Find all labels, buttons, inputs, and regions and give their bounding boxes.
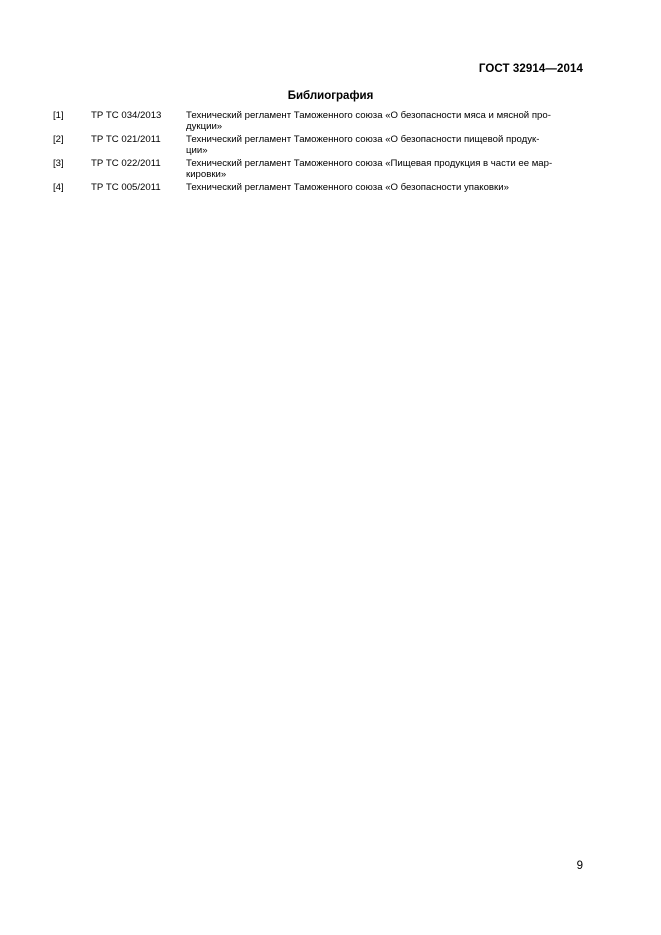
entry-number: [3] [53, 157, 64, 169]
bibliography-entry [53, 110, 583, 132]
entry-code: ТР ТС 034/2013 [91, 110, 162, 121]
entry-text [186, 110, 583, 132]
entry-text-line: кировки» [186, 169, 227, 181]
entry-code: ТР ТС 005/2011 [91, 181, 161, 193]
entry-text-line: дукции» [186, 121, 223, 133]
entry-number: [2] [53, 133, 64, 145]
entry-code: ТР ТС 022/2011 [91, 157, 161, 169]
bibliography-title: Библиография [287, 90, 374, 102]
entry-number: [4] [53, 181, 64, 193]
bibliography-entry [53, 134, 583, 156]
entry-text [186, 134, 583, 156]
bibliography-entry [53, 182, 583, 193]
entry-text-line: ции» [186, 145, 208, 157]
entry-text-line: Технический регламент Таможенного союза «О безопасности упаковки» [186, 181, 509, 193]
document-code: ГОСТ 32914—2014 [478, 63, 583, 75]
bibliography-entry [53, 158, 583, 180]
entry-text-line: Технический регламент Таможенного союза «Пищевая продукция в части ее мар- [186, 157, 553, 169]
entry-text [186, 182, 583, 193]
entry-code: ТР ТС 021/2011 [91, 133, 161, 145]
bibliography-list [53, 110, 583, 194]
entry-number: [1] [53, 110, 64, 121]
entry-text-line: Технический регламент Таможенного союза «О безопасности пищевой продук- [186, 133, 540, 145]
entry-text-line: Технический регламент Таможенного союза «О безопасности мяса и мясной про- [186, 110, 551, 121]
page-number: 9 [576, 860, 583, 872]
entry-text [186, 158, 583, 180]
